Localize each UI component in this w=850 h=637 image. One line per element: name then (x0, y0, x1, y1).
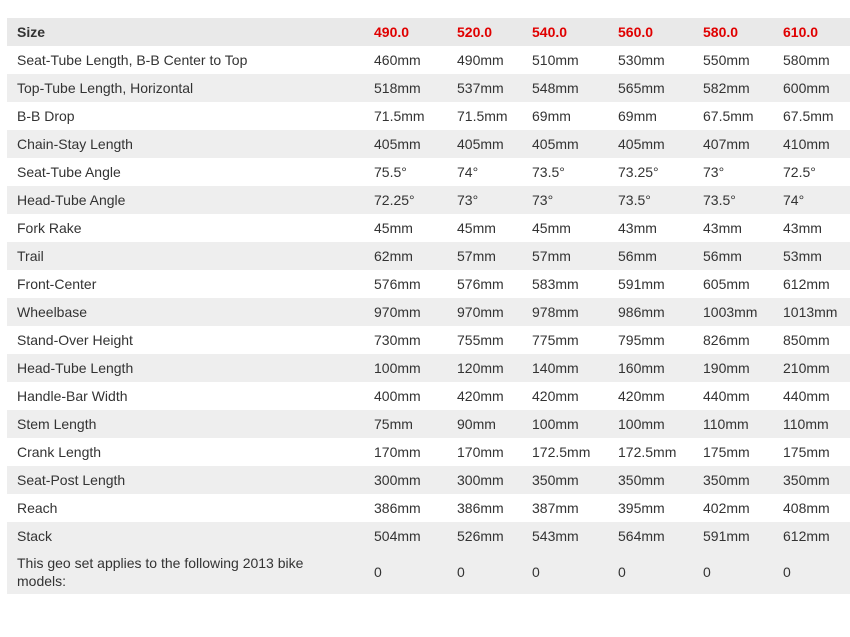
table-cell: 386mm (447, 494, 522, 522)
table-cell: 530mm (608, 46, 693, 74)
table-cell: 795mm (608, 326, 693, 354)
table-header (7, 18, 850, 46)
table-cell: 550mm (693, 46, 773, 74)
table-cell: 986mm (608, 298, 693, 326)
table-cell: 43mm (608, 214, 693, 242)
table-cell: 45mm (364, 214, 447, 242)
table-cell: 73.25° (608, 158, 693, 186)
table-cell: 591mm (608, 270, 693, 298)
table-cell: 73.5° (522, 158, 608, 186)
table-cell: 1013mm (773, 298, 850, 326)
table-cell: 120mm (447, 354, 522, 382)
table-cell: 71.5mm (447, 102, 522, 130)
table-cell: 420mm (447, 382, 522, 410)
table-cell: 543mm (522, 522, 608, 550)
table-cell: 591mm (693, 522, 773, 550)
geometry-table-container (7, 18, 850, 594)
table-cell: 100mm (522, 410, 608, 438)
row-label: Handle-Bar Width (7, 382, 364, 410)
footnote-cell: 0 (364, 550, 447, 594)
table-cell: 407mm (693, 130, 773, 158)
table-cell: 387mm (522, 494, 608, 522)
table-cell: 420mm (608, 382, 693, 410)
table-cell: 350mm (522, 466, 608, 494)
table-cell: 582mm (693, 74, 773, 102)
table-row (7, 326, 850, 354)
table-cell: 565mm (608, 74, 693, 102)
table-cell: 72.5° (773, 158, 850, 186)
table-cell: 69mm (608, 102, 693, 130)
table-cell: 71.5mm (364, 102, 447, 130)
table-cell: 350mm (773, 466, 850, 494)
table-cell: 350mm (693, 466, 773, 494)
table-cell: 175mm (773, 438, 850, 466)
footnote-cell: 0 (773, 550, 850, 594)
table-cell: 583mm (522, 270, 608, 298)
table-cell: 612mm (773, 270, 850, 298)
row-label: Head-Tube Length (7, 354, 364, 382)
table-cell: 850mm (773, 326, 850, 354)
table-cell: 1003mm (693, 298, 773, 326)
table-row (7, 214, 850, 242)
table-cell: 440mm (773, 382, 850, 410)
row-label: Seat-Tube Length, B-B Center to Top (7, 46, 364, 74)
table-cell: 395mm (608, 494, 693, 522)
table-row (7, 74, 850, 102)
table-cell: 43mm (693, 214, 773, 242)
table-cell: 564mm (608, 522, 693, 550)
table-cell: 172.5mm (608, 438, 693, 466)
table-row (7, 130, 850, 158)
row-label: Stem Length (7, 410, 364, 438)
size-column-header: 610.0 (773, 18, 850, 46)
row-label: Trail (7, 242, 364, 270)
table-cell: 978mm (522, 298, 608, 326)
table-cell: 73.5° (693, 186, 773, 214)
table-cell: 170mm (447, 438, 522, 466)
table-cell: 612mm (773, 522, 850, 550)
table-row (7, 46, 850, 74)
table-cell: 605mm (693, 270, 773, 298)
table-cell: 490mm (447, 46, 522, 74)
table-cell: 580mm (773, 46, 850, 74)
table-cell: 75.5° (364, 158, 447, 186)
table-cell: 56mm (608, 242, 693, 270)
size-header-label: Size (7, 18, 364, 46)
table-cell: 408mm (773, 494, 850, 522)
table-cell: 460mm (364, 46, 447, 74)
row-label: Fork Rake (7, 214, 364, 242)
geometry-table (7, 18, 850, 594)
table-cell: 420mm (522, 382, 608, 410)
table-cell: 62mm (364, 242, 447, 270)
table-cell: 73.5° (608, 186, 693, 214)
table-cell: 537mm (447, 74, 522, 102)
table-row (7, 270, 850, 298)
table-row (7, 186, 850, 214)
row-label: Wheelbase (7, 298, 364, 326)
row-label: Chain-Stay Length (7, 130, 364, 158)
table-cell: 518mm (364, 74, 447, 102)
table-cell: 67.5mm (773, 102, 850, 130)
size-column-header: 490.0 (364, 18, 447, 46)
table-body (7, 46, 850, 594)
table-cell: 440mm (693, 382, 773, 410)
table-row (7, 242, 850, 270)
table-cell: 402mm (693, 494, 773, 522)
row-label: Top-Tube Length, Horizontal (7, 74, 364, 102)
table-cell: 90mm (447, 410, 522, 438)
table-cell: 73° (447, 186, 522, 214)
table-cell: 405mm (522, 130, 608, 158)
table-cell: 43mm (773, 214, 850, 242)
table-cell: 405mm (608, 130, 693, 158)
table-cell: 100mm (364, 354, 447, 382)
row-label: Front-Center (7, 270, 364, 298)
table-cell: 75mm (364, 410, 447, 438)
size-column-header: 580.0 (693, 18, 773, 46)
size-column-header: 540.0 (522, 18, 608, 46)
table-cell: 45mm (522, 214, 608, 242)
table-cell: 57mm (522, 242, 608, 270)
table-row (7, 382, 850, 410)
table-cell: 970mm (447, 298, 522, 326)
row-label: Seat-Post Length (7, 466, 364, 494)
table-row (7, 410, 850, 438)
footnote-cell: 0 (608, 550, 693, 594)
table-cell: 210mm (773, 354, 850, 382)
table-cell: 74° (773, 186, 850, 214)
table-cell: 74° (447, 158, 522, 186)
header-row (7, 18, 850, 46)
table-cell: 110mm (693, 410, 773, 438)
table-cell: 53mm (773, 242, 850, 270)
table-cell: 110mm (773, 410, 850, 438)
table-cell: 405mm (447, 130, 522, 158)
table-cell: 300mm (364, 466, 447, 494)
table-cell: 730mm (364, 326, 447, 354)
table-cell: 170mm (364, 438, 447, 466)
footnote-cell: 0 (522, 550, 608, 594)
table-cell: 405mm (364, 130, 447, 158)
row-label: Stand-Over Height (7, 326, 364, 354)
table-row (7, 494, 850, 522)
table-row (7, 354, 850, 382)
table-row (7, 102, 850, 130)
table-cell: 576mm (447, 270, 522, 298)
table-cell: 826mm (693, 326, 773, 354)
size-column-header: 560.0 (608, 18, 693, 46)
footnote-cell: 0 (693, 550, 773, 594)
row-label: Reach (7, 494, 364, 522)
table-cell: 755mm (447, 326, 522, 354)
table-cell: 300mm (447, 466, 522, 494)
table-cell: 400mm (364, 382, 447, 410)
table-cell: 526mm (447, 522, 522, 550)
table-cell: 504mm (364, 522, 447, 550)
table-cell: 172.5mm (522, 438, 608, 466)
table-row (7, 522, 850, 550)
footnote-cell: 0 (447, 550, 522, 594)
table-row (7, 438, 850, 466)
size-column-header: 520.0 (447, 18, 522, 46)
table-cell: 73° (522, 186, 608, 214)
table-cell: 175mm (693, 438, 773, 466)
table-cell: 73° (693, 158, 773, 186)
table-cell: 56mm (693, 242, 773, 270)
table-cell: 386mm (364, 494, 447, 522)
table-cell: 69mm (522, 102, 608, 130)
table-cell: 140mm (522, 354, 608, 382)
table-cell: 57mm (447, 242, 522, 270)
table-cell: 775mm (522, 326, 608, 354)
row-label: B-B Drop (7, 102, 364, 130)
table-row (7, 298, 850, 326)
row-label: Crank Length (7, 438, 364, 466)
table-cell: 160mm (608, 354, 693, 382)
footnote-row (7, 550, 850, 594)
table-cell: 45mm (447, 214, 522, 242)
table-cell: 410mm (773, 130, 850, 158)
row-label: Seat-Tube Angle (7, 158, 364, 186)
table-cell: 67.5mm (693, 102, 773, 130)
table-cell: 100mm (608, 410, 693, 438)
table-cell: 970mm (364, 298, 447, 326)
row-label: Stack (7, 522, 364, 550)
table-cell: 350mm (608, 466, 693, 494)
table-cell: 600mm (773, 74, 850, 102)
table-cell: 190mm (693, 354, 773, 382)
table-cell: 72.25° (364, 186, 447, 214)
table-row (7, 466, 850, 494)
table-cell: 576mm (364, 270, 447, 298)
table-row (7, 158, 850, 186)
table-cell: 548mm (522, 74, 608, 102)
row-label: Head-Tube Angle (7, 186, 364, 214)
footnote-label: This geo set applies to the following 2013 bike models: (7, 550, 364, 594)
table-cell: 510mm (522, 46, 608, 74)
